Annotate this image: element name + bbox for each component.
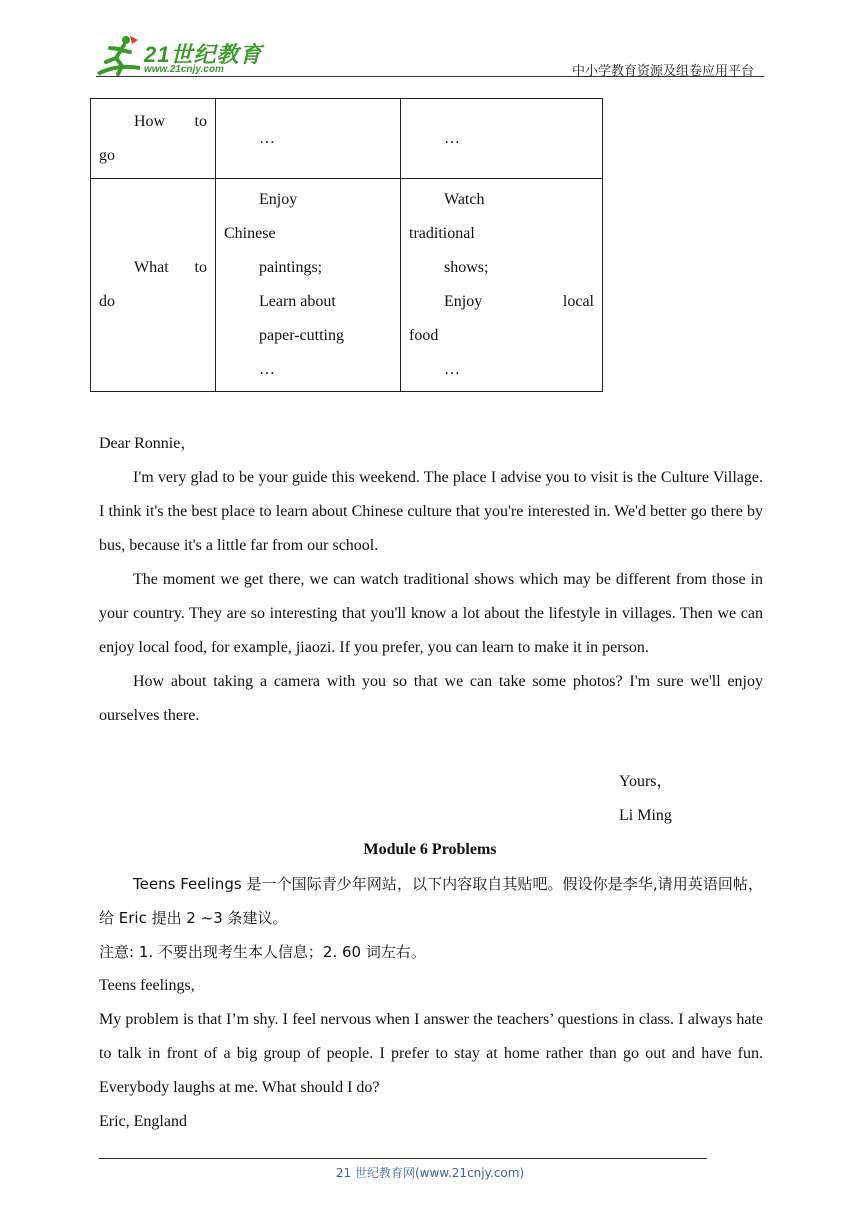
list-item: Enjoy local [444, 293, 594, 310]
table-cell-how-to-go [91, 99, 216, 179]
list-item: … [259, 361, 275, 378]
table-cell-activities-2 [401, 179, 603, 392]
task-note: 注意: 1. 不要出现考生本人信息；2. 60 词左右。 [99, 943, 426, 961]
trip-plan-table [90, 98, 603, 392]
table-row [91, 179, 603, 392]
list-item: Watch [444, 191, 485, 208]
letter-paragraph: I'm very glad to be your guide this weekend. The place I advise you to visit is the Culture Village. I think it's the best place to learn about Chinese culture that you're interested in. We'd better go there by bus, because it's a little far from our school. [99, 469, 763, 554]
post-author: Eric, England [99, 1113, 187, 1130]
header-divider [96, 76, 764, 77]
module-task [99, 867, 763, 1139]
list-item: traditional [409, 225, 475, 242]
list-item: Chinese [224, 225, 276, 242]
table-cell: … [216, 99, 401, 179]
letter-closing: Yours， [619, 773, 673, 790]
letter-signature: Li Ming [619, 807, 672, 824]
row-label-cont: do [99, 293, 115, 310]
list-item: shows; [444, 259, 489, 276]
letter-body [99, 427, 763, 733]
logo-url-text: www.21cnjy.com [144, 64, 224, 75]
list-item: paintings; [259, 259, 323, 276]
row-label: How to [134, 112, 207, 130]
letter-paragraph: How about taking a camera with you so that we can take some photos? I'm sure we'll enjoy ourselves there. [99, 673, 763, 724]
task-instruction: Teens Feelings 是一个国际青少年网站，以下内容取自其贴吧。假设你是李华,请用英语回帖，给 Eric 提出 2 ~3 条建议。 [99, 875, 763, 927]
list-item: paper-cutting [259, 327, 344, 344]
table-row [91, 99, 603, 179]
letter-paragraph: The moment we get there, we can watch traditional shows which may be different from those in your country. They are so interesting that you'll know a lot about the lifestyle in villages. Then we can enjoy local food, for example, jiaozi. If you prefer, you can learn to make it in person. [99, 571, 763, 656]
header-platform-name: 中小学教育资源及组卷应用平台 [571, 64, 754, 79]
list-item: food [409, 327, 439, 344]
list-item: Enjoy [259, 191, 298, 208]
post-heading: Teens feelings, [99, 977, 195, 994]
letter-greeting: Dear Ronnie， [99, 435, 197, 452]
row-label-cont: go [99, 146, 115, 164]
post-body: My problem is that I’m shy. I feel nervous when I answer the teachers’ questions in class. I always hate to talk in front of a big group of people. I prefer to stay at home rather than go out and have fun. Everybody laughs at me. What should I do? [99, 1011, 763, 1096]
table-cell-activities-1 [216, 179, 401, 392]
module-title: Module 6 Problems [363, 841, 497, 858]
site-logo [96, 34, 266, 80]
runner-logo-icon [96, 34, 142, 80]
footer-link[interactable]: 21 世纪教育网(www.21cnjy.com) [335, 1166, 525, 1180]
list-item: … [444, 361, 460, 378]
row-label: What to [134, 259, 207, 276]
table-cell-what-to-do [91, 179, 216, 392]
footer-divider [99, 1158, 707, 1159]
logo-brand-text: 21世纪教育 [144, 42, 263, 67]
table-cell: … [401, 99, 603, 179]
list-item: Learn about [259, 293, 336, 310]
